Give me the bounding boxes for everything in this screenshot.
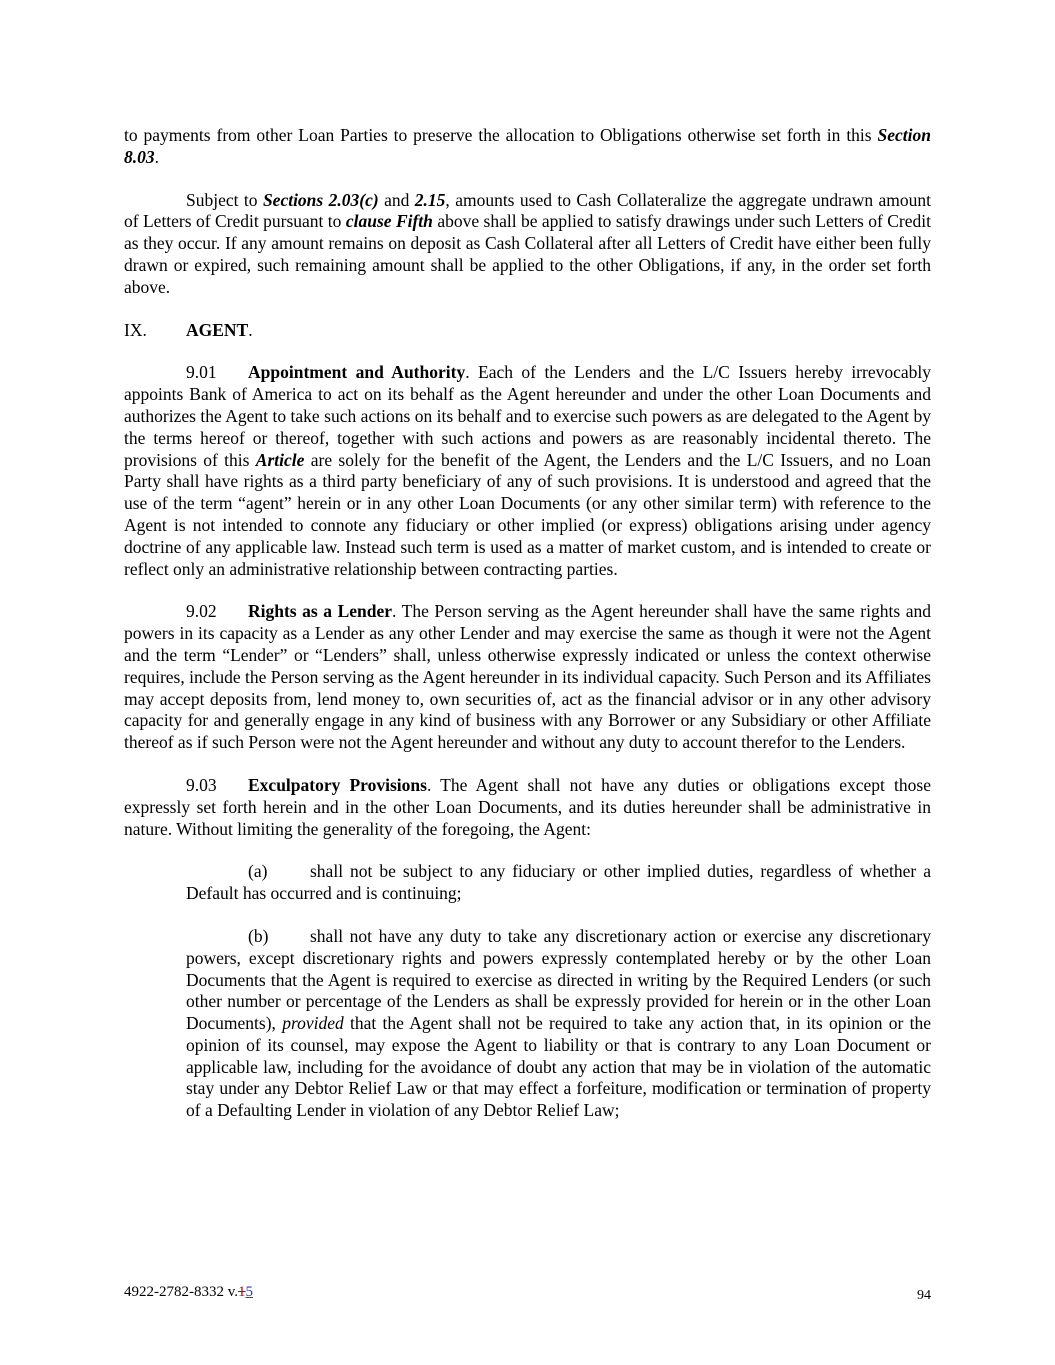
text-run: .	[154, 146, 159, 167]
section-9-03	[124, 775, 931, 840]
text-run: . The Person serving as the Agent hereunder shall have the same rights and powers in its capacity as a Lender as any other Lender and may exercise the same as though it were not the Agent and the term “Lender” or “Lenders” shall, unless otherwise expressly indicated or unless the context otherwise requires, include the Person serving as the Agent hereunder in its individual capacity. Such Person and its Affiliates may accept deposits from, lend money to, own securities of, act as the financial advisor or in any other advisory capacity for and generally engage in any kind of business with any Borrower or any Subsidiary or other Affiliate thereof as if such Person were not the Agent hereunder and without any duty to account therefor to the Lenders.	[124, 601, 931, 753]
text-run: , amounts used to Cash Collateralize the aggregate undrawn amount of Letters of Credit pursuant to	[124, 189, 931, 232]
page-number: 94	[917, 1288, 931, 1303]
text-run: shall not be subject to any fiduciary or other implied duties, regardless of whether a Default has occurred and is continuing;	[186, 861, 931, 904]
inserted-version: 5	[245, 1284, 254, 1300]
clause-reference: clause Fifth	[345, 211, 433, 232]
section-reference: 2.15	[414, 189, 446, 210]
section-number: 9.03	[186, 774, 217, 795]
document-id	[124, 1282, 253, 1302]
section-title: Exculpatory Provisions	[248, 774, 427, 795]
text-run: are solely for the benefit of the Agent, the Lenders and the L/C Issuers, and no Loan Party shall have rights as a third party beneficiary of any of such provisions. It is understood and agreed that the use of the term “agent” herein or in any other Loan Documents (or any other similar term) with reference to the Agent is not intended to connote any fiduciary or other implied (or express) obligations arising under agency doctrine of any applicable law. Instead such term is used as a matter of market custom, and is intended to create or reflect only an administrative relationship between contracting parties.	[124, 449, 931, 579]
doc-id-text: 4922-2782-8332 v.	[124, 1284, 239, 1300]
deleted-version: 1	[238, 1284, 246, 1300]
article-heading	[124, 320, 931, 342]
text-run: that the Agent shall not be required to take any action that, in its opinion or the opinion of its counsel, may expose the Agent to liability or that is contrary to any Loan Document or applicable law, including for the avoidance of doubt any action that may be in violation of the automatic stay under any Debtor Relief Law or that may effect a forfeiture, modification or termination of property of a Defaulting Lender in violation of any Debtor Relief Law;	[186, 1013, 931, 1121]
section-reference: Sections 2.03(c)	[262, 189, 379, 210]
cash-collateral-paragraph	[124, 190, 931, 299]
section-title: Rights as a Lender	[248, 601, 393, 622]
article-number: IX.	[124, 319, 147, 340]
text-run: Subject to	[186, 189, 263, 210]
text-run: shall not have any duty to take any discretionary action or exercise any discretionary powers, except discretionary rights and powers expressly contemplated hereby or by the other Loan Documents that the Agent is required to exercise as directed in writing by the Required Lenders (or such other number or percentage of the Lenders as shall be expressly provided for herein or in the other Loan Documents),	[186, 925, 931, 1034]
clause-label: (b)	[248, 925, 269, 946]
section-reference: Section 8.03	[124, 125, 931, 167]
article-reference: Article	[255, 449, 305, 470]
continuation-paragraph	[124, 125, 931, 169]
article-title: AGENT	[186, 319, 249, 340]
section-9-01	[124, 362, 931, 580]
section-9-02	[124, 601, 931, 754]
proviso-term: provided	[282, 1013, 344, 1034]
clause-b	[186, 926, 931, 1122]
section-number: 9.01	[186, 362, 217, 383]
text-run: and	[378, 189, 415, 210]
text-run: . Each of the Lenders and the L/C Issuers hereby irrevocably appoints Bank of America to act on its behalf as the Agent hereunder and under the other Loan Documents and authorizes the Agent to take such actions on its behalf and to exercise such powers as are delegated to the Agent by the terms hereof or thereof, together with such actions and powers as are reasonably incidental thereto. The provisions of this	[124, 362, 932, 470]
clause-label: (a)	[248, 861, 268, 882]
section-number: 9.02	[186, 601, 217, 622]
text-run: above shall be applied to satisfy drawings under such Letters of Credit as they occur. If any amount remains on deposit as Cash Collateral after all Letters of Credit have either been fully drawn or expired, such remaining amount shall be applied to the other Obligations, if any, in the order set forth above.	[124, 211, 931, 297]
document-body	[124, 125, 931, 1143]
text-run: to payments from other Loan Parties to preserve the allocation to Obligations otherwise set forth in this	[124, 125, 878, 145]
text-run: .	[248, 319, 253, 340]
clause-a	[186, 861, 931, 905]
text-run: . The Agent shall not have any duties or obligations except those expressly set forth herein and in the other Loan Documents, and its duties hereunder shall be administrative in nature. Without limiting the generality of the foregoing, the Agent:	[124, 774, 931, 839]
section-title: Appointment and Authority	[248, 362, 466, 383]
